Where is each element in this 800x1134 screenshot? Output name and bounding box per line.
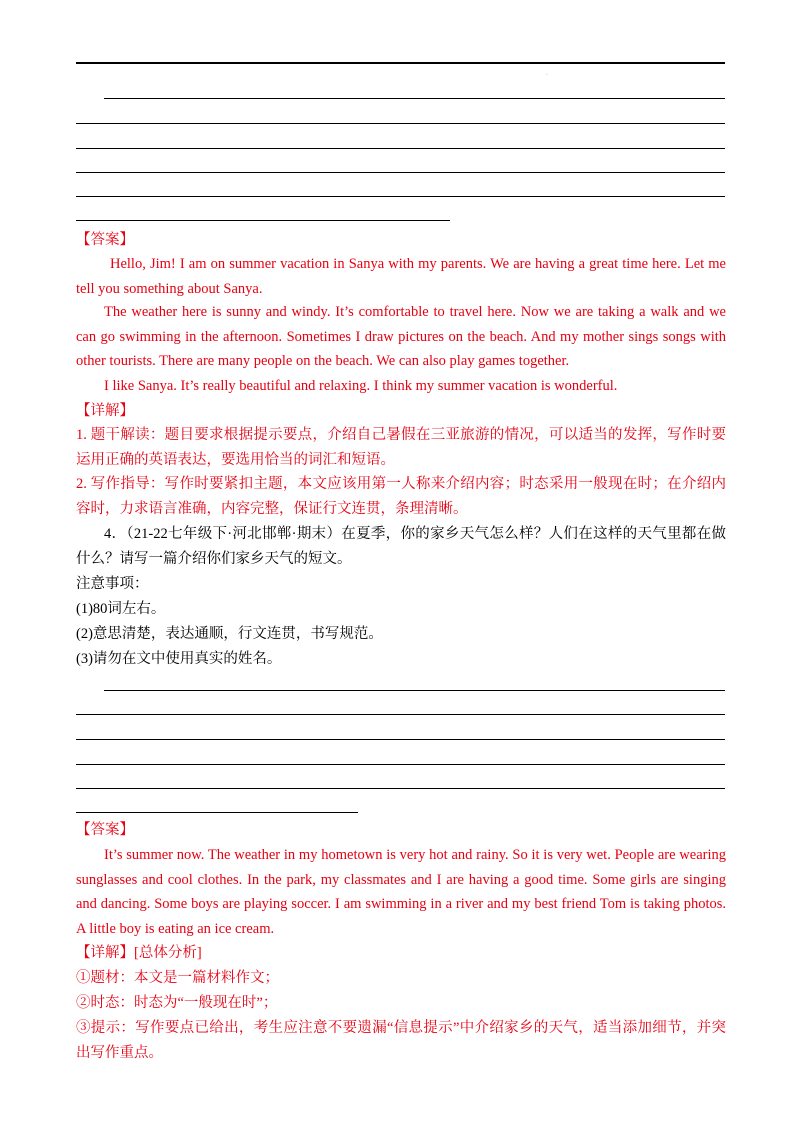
- writing-line: [76, 788, 725, 789]
- writing-line: [104, 98, 725, 99]
- writing-line: [76, 123, 725, 124]
- note-item: (2)意思清楚，表达通顺，行文连贯，书写规范。: [76, 626, 383, 642]
- detail-label: 【详解】: [76, 403, 134, 419]
- writing-line: [76, 148, 725, 149]
- detail-suffix: [总体分析]: [134, 945, 202, 961]
- detail-item: ①题材：本文是一篇材料作文；: [76, 970, 279, 986]
- note-item: (3)请勿在文中使用真实的姓名。: [76, 651, 282, 667]
- writing-line: [76, 220, 450, 221]
- answer-paragraph: Hello, Jim! I am on summer vacation in Sanya with my parents. We are having a great time here. Let me tell you something about Sanya.: [76, 256, 726, 297]
- detail-item: 2. 写作指导：写作时要紧扣主题，本文应该用第一人称来介绍内容；时态采用一般现在时；在介绍内容时，力求语言准确，内容完整，保证行文连贯，条理清晰。: [76, 476, 726, 517]
- detail-item: ③提示：写作要点已给出，考生应注意不要遗漏“信息提示”中介绍家乡的天气，适当添加细节，并突出写作重点。: [76, 1020, 726, 1061]
- question-prompt: 4．（21-22七年级下·河北邯郸·期末）在夏季，你的家乡天气怎么样？人们在这样的天气里都在做什么？请写一篇介绍你们家乡天气的短文。: [76, 526, 726, 567]
- detail-heading: [76, 941, 202, 965]
- answer-label: 【答案】: [76, 822, 134, 838]
- stray-mark: ·: [546, 72, 548, 78]
- writing-line: [76, 739, 725, 740]
- note-item: (1)80词左右。: [76, 601, 166, 617]
- detail-label: 【详解】: [76, 945, 134, 961]
- answer-paragraph: I like Sanya. It’s really beautiful and relaxing. I think my summer vacation is wonderful.: [104, 378, 618, 394]
- answer-paragraph: It’s summer now. The weather in my hometown is very hot and rainy. So it is very wet. People are wearing sunglasses and cool clothes. In the park, my classmates and I are having a good time. Some girls are singing and dancing. Some boys are playing soccer. I am swimming in a river and my best friend Tom is taking photos. A little boy is eating an ice cream.: [76, 847, 726, 937]
- top-rule: [76, 62, 725, 64]
- detail-item: 1. 题干解读：题目要求根据提示要点，介绍自己暑假在三亚旅游的情况，可以适当的发挥，写作时要运用正确的英语表达，要选用恰当的词汇和短语。: [76, 427, 726, 468]
- notes-title: 注意事项：: [76, 576, 149, 592]
- writing-line: [76, 172, 725, 173]
- detail-item: ②时态：时态为“一般现在时”；: [76, 995, 278, 1011]
- answer-paragraph: The weather here is sunny and windy. It’s comfortable to travel here. Now we are taking a walk and we can go swimming in the afternoon. Sometimes I draw pictures on the beach. And my mother sings songs with other tourists. There are many people on the beach. We can also play games together.: [76, 304, 726, 369]
- writing-line: [104, 690, 725, 691]
- writing-line: [76, 196, 725, 197]
- writing-line: [76, 714, 725, 715]
- answer-label: 【答案】: [76, 232, 134, 248]
- writing-line: [76, 812, 358, 813]
- writing-line: [76, 764, 725, 765]
